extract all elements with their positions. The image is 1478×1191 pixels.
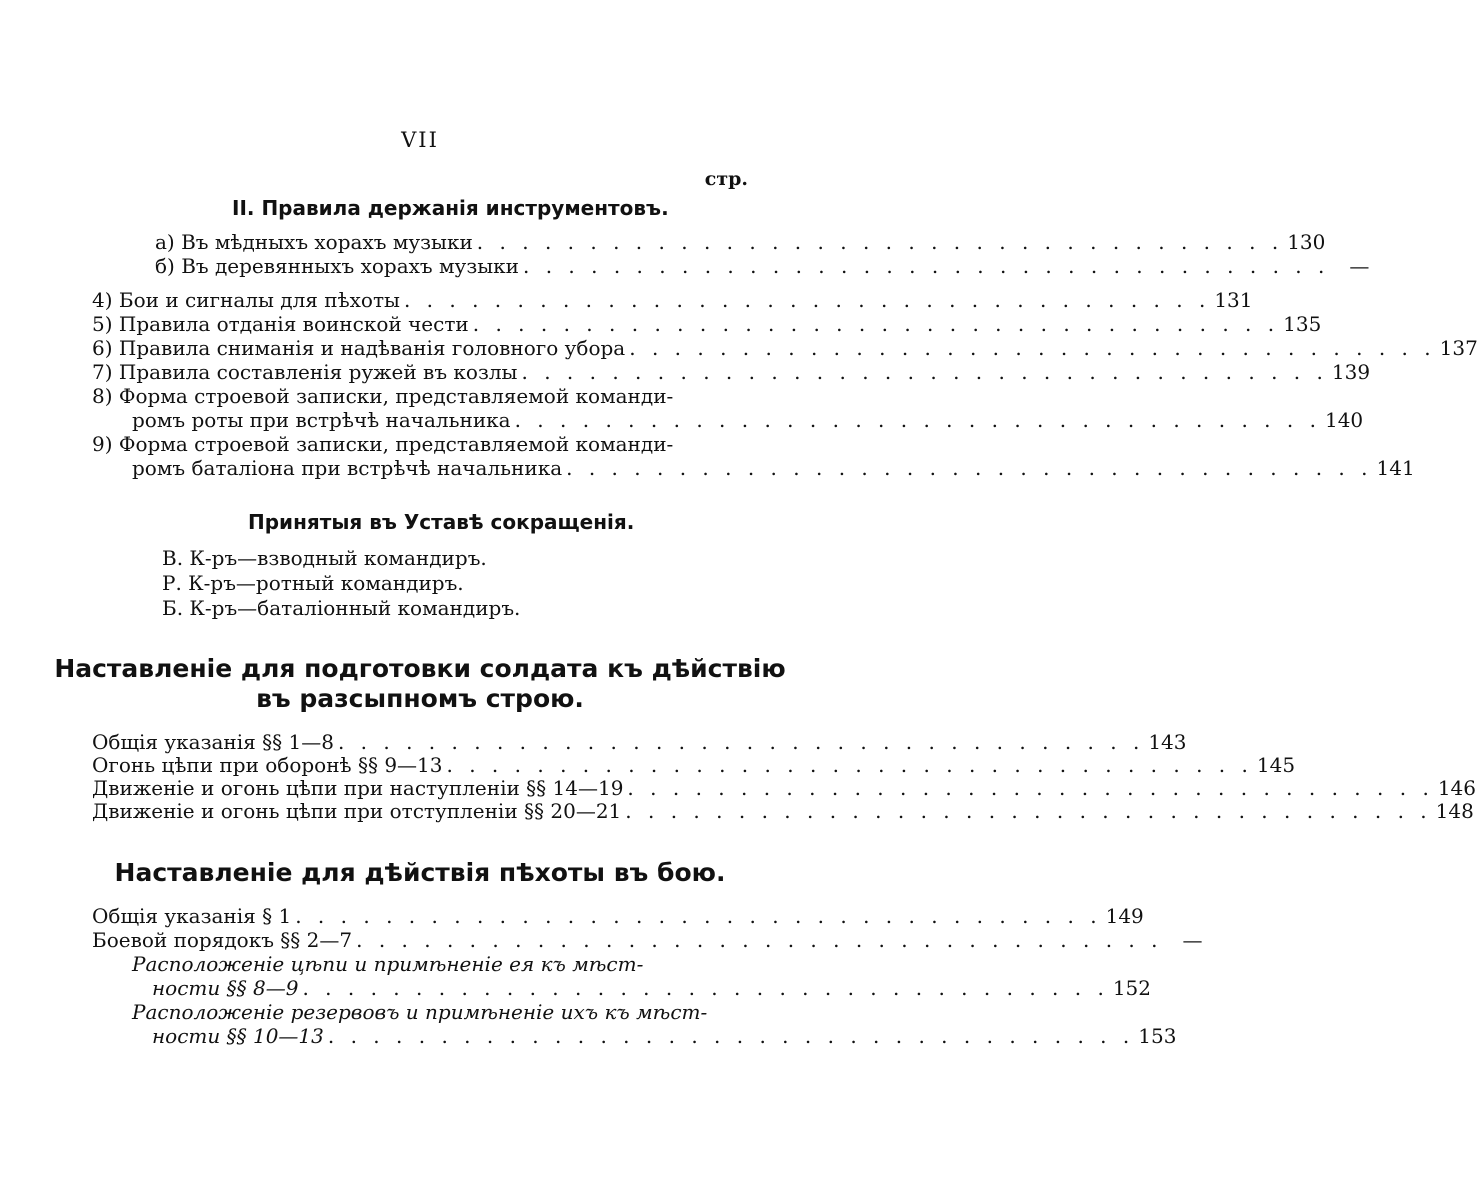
toc-row bbox=[155, 230, 1326, 254]
toc-row bbox=[92, 753, 1296, 777]
page-column-label: стр. bbox=[704, 168, 748, 190]
leader-dots: . . . . . . . . . . . . . . . . . . . . . . . . . . . . . . . . . . . . bbox=[446, 753, 1253, 777]
toc-row bbox=[92, 432, 748, 456]
leader-dots: . . . . . . . . . . . . . . . . . . . . . . . . . . . . . . . . . . . . bbox=[472, 312, 1280, 336]
toc-entry-text: Форма строевой записки, представляемой команди- bbox=[118, 384, 674, 408]
toc-row bbox=[155, 254, 1370, 278]
toc-entry-page: 153 bbox=[1138, 1024, 1177, 1048]
toc-row bbox=[92, 360, 1371, 384]
item-number: 8) bbox=[92, 384, 113, 408]
toc-entry-text: ромъ роты при встрѣчѣ начальника bbox=[132, 408, 511, 432]
toc-row-continuation bbox=[132, 408, 1364, 432]
leader-dots: . . . . . . . . . . . . . . . . . . . . . . . . . . . . . . . . . . . . bbox=[566, 456, 1373, 480]
abbreviation-item: Б. К-ръ—баталіонный командиръ. bbox=[162, 596, 521, 620]
manual-1-title-line-2: въ разсыпномъ строю. bbox=[256, 684, 584, 713]
toc-entry-page: 148 bbox=[1435, 799, 1474, 823]
toc-entry-text: Правила отданія воинской чести bbox=[118, 312, 469, 336]
toc-entry-page: 130 bbox=[1287, 230, 1326, 254]
section-ii-title: II. Правила держанія инструментовъ. bbox=[232, 196, 669, 220]
toc-row bbox=[92, 928, 1203, 952]
page-number: VII bbox=[401, 128, 439, 152]
manual-1-title-line-1: Наставленіе для подготовки солдата къ дѣйствію bbox=[54, 654, 786, 683]
item-number: 6) bbox=[92, 336, 113, 360]
toc-entry-text: Огонь цѣпи при оборонѣ §§ 9—13 bbox=[92, 753, 443, 777]
toc-entry-page: 145 bbox=[1256, 753, 1296, 777]
toc-row-continuation bbox=[132, 456, 1415, 480]
toc-entry-text: ромъ баталіона при встрѣчѣ начальника bbox=[132, 456, 563, 480]
leader-dots: . . . . . . . . . . . . . . . . . . . . . . . . . . . . . . . . . . . . bbox=[522, 254, 1330, 278]
toc-row bbox=[92, 799, 1474, 823]
toc-entry-page: 141 bbox=[1376, 456, 1415, 480]
toc-entry-page: 152 bbox=[1112, 976, 1152, 1000]
toc-entry-page: 135 bbox=[1283, 312, 1322, 336]
toc-entry-text: Правила составленія ружей въ козлы bbox=[118, 360, 518, 384]
toc-entry-text: ности §§ 10—13 bbox=[152, 1024, 324, 1048]
abbreviations-title: Принятыя въ Уставѣ сокращенія. bbox=[248, 510, 635, 534]
toc-subrow bbox=[132, 1000, 748, 1024]
toc-entry-text: ности §§ 8—9 bbox=[152, 976, 299, 1000]
leader-dots: . . . . . . . . . . . . . . . . . . . . . . . . . . . . . . . . . . . . bbox=[356, 928, 1163, 952]
item-number: 4) bbox=[92, 288, 113, 312]
toc-entry-page: 131 bbox=[1214, 288, 1253, 312]
leader-dots: . . . . . . . . . . . . . . . . . . . . . . . . . . . . . . . . . . . . bbox=[627, 776, 1434, 800]
leader-dots: . . . . . . . . . . . . . . . . . . . . . . . . . . . . . . . . . . . . bbox=[476, 230, 1284, 254]
toc-entry-text: а) Въ мѣдныхъ хорахъ музыки bbox=[155, 230, 473, 254]
toc-entry-page: 149 bbox=[1105, 904, 1144, 928]
leader-dots: . . . . . . . . . . . . . . . . . . . . . . . . . . . . . . . . . . . . bbox=[514, 408, 1321, 432]
toc-entry-text: Расположеніе цѣпи и примѣненіе ея къ мѣст- bbox=[132, 952, 644, 976]
toc-subrow-continuation bbox=[152, 1024, 1177, 1048]
toc-entry-text: Общія указанія §§ 1—8 bbox=[92, 730, 334, 754]
toc-entry-page: 146 bbox=[1437, 776, 1476, 800]
toc-entry-text: Форма строевой записки, представляемой команди- bbox=[118, 432, 674, 456]
toc-subrow-continuation bbox=[152, 976, 1152, 1000]
toc-entry-text: Движеніе и огонь цѣпи при отступленіи §§ 20—21 bbox=[92, 799, 622, 823]
toc-entry-page: 143 bbox=[1148, 730, 1187, 754]
abbreviation-item: Р. К-ръ—ротный командиръ. bbox=[162, 571, 464, 595]
leader-dots: . . . . . . . . . . . . . . . . . . . . . . . . . . . . . . . . . . . . bbox=[629, 336, 1436, 360]
toc-entry-page: 137 bbox=[1439, 336, 1478, 360]
leader-dots: . . . . . . . . . . . . . . . . . . . . . . . . . . . . . . . . . . . . bbox=[302, 976, 1109, 1000]
abbreviation-item: В. К-ръ—взводный командиръ. bbox=[162, 546, 487, 570]
leader-dots: . . . . . . . . . . . . . . . . . . . . . . . . . . . . . . . . . . . . bbox=[521, 360, 1328, 384]
toc-row bbox=[92, 312, 1322, 336]
toc-entry-page: 139 bbox=[1331, 360, 1371, 384]
toc-entry-text: Общія указанія § 1 bbox=[92, 904, 292, 928]
manual-2-title: Наставленіе для дѣйствія пѣхоты въ бою. bbox=[114, 858, 726, 887]
toc-entry-page: 140 bbox=[1324, 408, 1364, 432]
item-number: 9) bbox=[92, 432, 113, 456]
leader-dots: . . . . . . . . . . . . . . . . . . . . . . . . . . . . . . . . . . . . bbox=[625, 799, 1432, 823]
leader-dots: . . . . . . . . . . . . . . . . . . . . . . . . . . . . . . . . . . . . bbox=[337, 730, 1145, 754]
toc-entry-text: Бои и сигналы для пѣхоты bbox=[118, 288, 400, 312]
toc-row bbox=[92, 776, 1476, 800]
toc-entry-text: Движеніе и огонь цѣпи при наступленіи §§ 14—19 bbox=[92, 776, 624, 800]
toc-entry-text: б) Въ деревянныхъ хорахъ музыки bbox=[155, 254, 519, 278]
toc-subrow bbox=[132, 952, 748, 976]
leader-dots: . . . . . . . . . . . . . . . . . . . . . . . . . . . . . . . . . . . . bbox=[295, 904, 1102, 928]
toc-entry-page: — bbox=[1182, 928, 1203, 952]
toc-row bbox=[92, 288, 1253, 312]
toc-entry-page: — bbox=[1349, 254, 1370, 278]
toc-entry-text: Расположеніе резервовъ и примѣненіе ихъ къ мѣст- bbox=[132, 1000, 708, 1024]
item-number: 7) bbox=[92, 360, 113, 384]
toc-row bbox=[92, 384, 748, 408]
leader-dots: . . . . . . . . . . . . . . . . . . . . . . . . . . . . . . . . . . . . bbox=[403, 288, 1211, 312]
toc-row bbox=[92, 336, 1478, 360]
toc-row bbox=[92, 904, 1144, 928]
toc-entry-text: Правила сниманія и надѣванія головного убора bbox=[118, 336, 626, 360]
leader-dots: . . . . . . . . . . . . . . . . . . . . . . . . . . . . . . . . . . . . bbox=[327, 1024, 1135, 1048]
toc-row bbox=[92, 730, 1187, 754]
item-number: 5) bbox=[92, 312, 113, 336]
toc-entry-text: Боевой порядокъ §§ 2—7 bbox=[92, 928, 353, 952]
